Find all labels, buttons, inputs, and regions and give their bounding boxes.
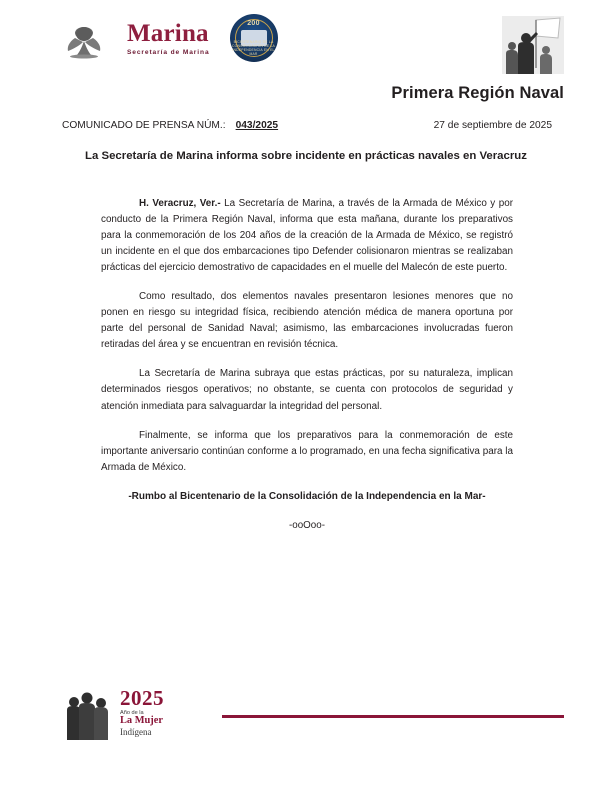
headline: La Secretaría de Marina informa sobre incidente en prácticas navales en Veracruz [85,150,527,162]
paragraph-1-text: La Secretaría de Marina, a través de la Armada de México y por conducto de la Primera Región Naval, informa que esta mañana, durante los preparativos para la conmemoración de los 204 años de la creación de la Armada de México, se registró un incidente en el que dos embarcaciones tipo Defender colisionaron mientras se realizaban prácticas del ejercicio demostrativo de capacidades en el muelle del Malecón de este puerto. [101,198,513,274]
end-mark: -ooOoo- [289,519,325,531]
footer-line-2: La Mujer [120,714,163,726]
paragraph-1 [101,196,513,276]
footer-divider [222,715,564,718]
paragraph-4: Finalmente, se informa que los preparativos para la conmemoración de este importante aniversario continúan conforme a lo programado, en una fecha significativa para la Armada de México. [101,429,513,473]
press-release-meta [62,120,564,131]
press-number-value: 043/2025 [235,120,279,131]
mexican-coat-of-arms-icon [55,17,113,59]
marina-wordmark [125,21,210,56]
press-number-label: COMUNICADO DE PRENSA NÚM.: [62,120,226,131]
press-date: 27 de septiembre de 2025 [433,120,552,131]
marina-word: Marina [127,19,209,47]
paragraph-2: Como resultado, dos elementos navales presentaron lesiones menores que no ponen en riesgo su integridad física, recibiendo atención médica de manera oportuna por parte del personal de Sanidad Naval; asimismo, las embarcaciones involucradas fueron retiradas del área y se encuentran en revisión técnica. [101,291,513,351]
footer-year: 2025 [120,685,164,710]
footer-year-block [120,685,164,740]
marina-subtitle: Secretaría de Marina [127,48,210,56]
document-footer [0,678,612,740]
indigenous-woman-year-logo [62,680,202,740]
footer-line-3: Indígena [120,726,152,737]
page-title: Primera Región Naval [391,84,564,102]
slogan: -Rumbo al Bicentenario de la Consolidación de la Independencia en la Mar- [128,490,486,502]
dateline: H. Veracruz, Ver.- [139,198,221,209]
seal-year: 200 [247,20,260,27]
indigenous-women-illustration-icon [62,686,114,740]
document-header [0,14,612,76]
footer-line-1: Año de la [120,709,144,716]
seal-caption: BICENTENARIO DE LA CONSOLIDACIÓN DE LA INDEPENDENCIA EN EL MAR [232,40,276,57]
body-copy [101,196,513,547]
paragraph-3: La Secretaría de Marina subraya que estas prácticas, por su naturaleza, implican determinados riesgos operativos; no obstante, se cuenta con protocolos de seguridad y atención inmediata para salvaguardar la integridad del personal. [101,368,513,412]
flag-bearer-photo [502,16,564,74]
bicentennial-seal-icon [230,14,278,62]
header-logo-group [55,14,278,62]
